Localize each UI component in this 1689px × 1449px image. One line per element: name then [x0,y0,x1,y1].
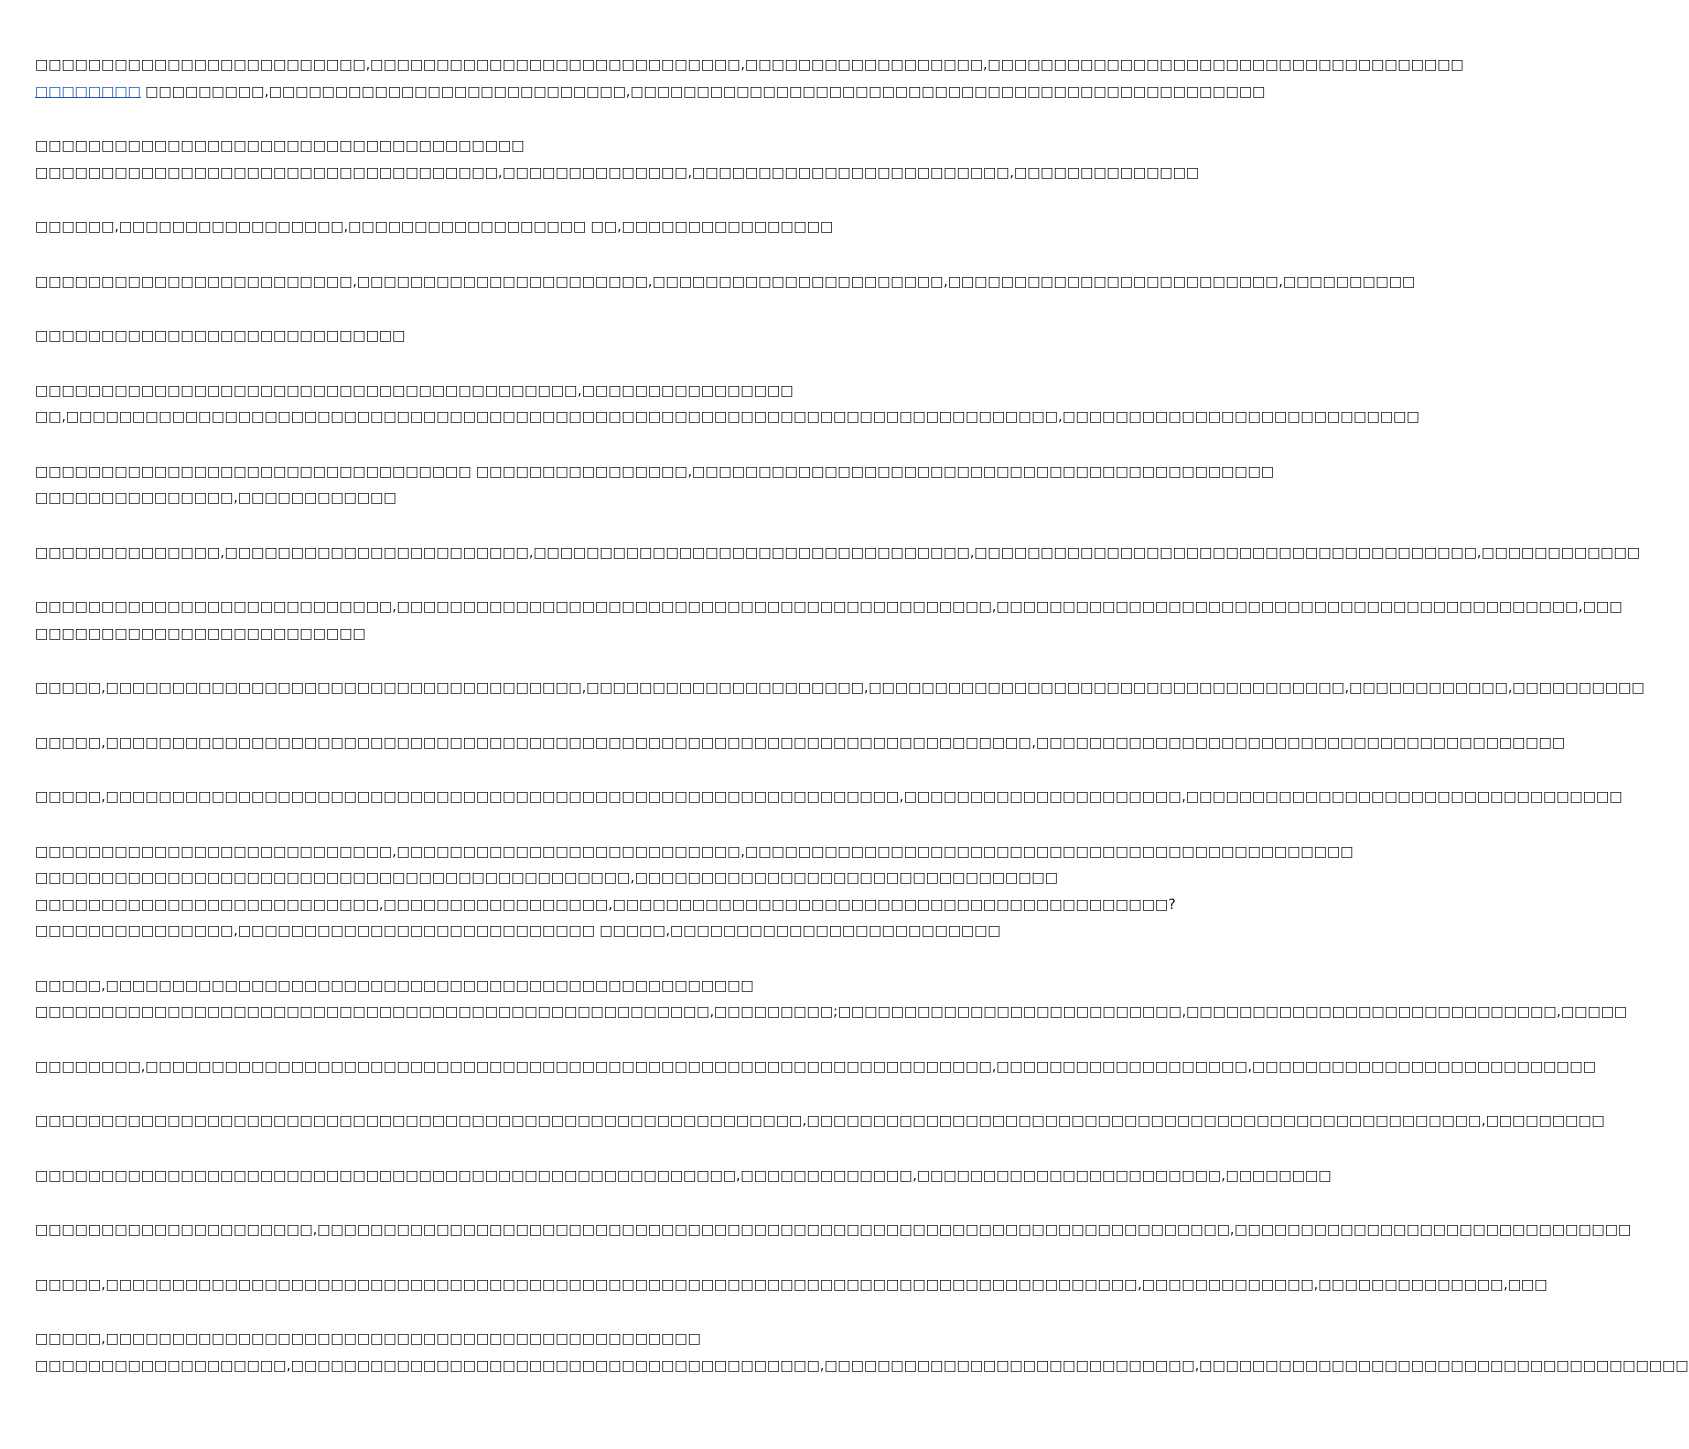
line-text: □□□□□□□□□□□□□□□□□□□□□□□□□,□□□□□□□□□□□□□□□□□□□□□□□□□□□□,□□□□□□□□□□□□□□□□□□,□□□□□□□□□□□□□□□□□□□□□□□□□□□□□□□□□□□□ [35,57,1464,73]
line-text: □□□□□□□□□□□□□□□□□□□□□□□□□□□□□□□□□□□□□□□□□□□□□□□□□□□□□□□□□□,□□□□□□□□□□□□□□□□□□□□□□□□□□□□□□□□□□□□□□□□□□□□□□□□□□□,□□□□□□□□□ [35,1113,1605,1129]
paragraph [35,459,1275,512]
line-text: □□□□□,□□□□□□□□□□□□□□□□□□□□□□□□□□□□□□□□□□□□□□□□□□□□□□□□□ [35,977,754,994]
line-text: □□□□□□□□□□□□□□□□□□□□□□□□□ [35,625,366,642]
line-text: □□□□□,□□□□□□□□□□□□□□□□□□□□□□□□□□□□□□□□□□□□□□□□□□□□□□□□□□□□□□□□□□□□,□□□□□□□□□□□□□□□□□□□□□,□□□□□□□□□□□□□□□□□□□□□□□□□□□□□□□□□ [35,789,1623,805]
paragraph [35,839,1354,945]
text-line [35,1217,1632,1244]
text-line [35,485,990,512]
paragraph [35,973,1628,1026]
line-text: □□□□□□□□□□□□□□□□□□□□□□□□□□□□□□□□□□□□□□□□□□□□□,□□□□□□□□□□□□□□□□□□□□□□□□□□□□□□□□ [35,870,1058,886]
text-line [35,973,990,1000]
text-line [35,1326,990,1353]
paragraph [35,323,990,350]
line-text: □□□□□□□□□□□□□□□□□□□□□□□□,□□□□□□□□□□□□□□□□□□□□□□,□□□□□□□□□□□□□□□□□□□□□□,□□□□□□□□□□□□□□□□□□□□□□□□□,□□□□□□□□□□ [35,273,1416,290]
line-text: □□□□□□□□□□□□□□□□□□□□□□□□□□□□□□□□□□□□□ [35,138,525,154]
line-text: □□□□□□□□□□□□□□,□□□□□□□□□□□□□□□□□□□□□□□,□□□□□□□□□□□□□□□□□□□□□□□□□□□□□□□□□,□□□□□□□□□□□□□□□□□□□□□□□□□□□□□□□□□□□□□□,□□□□□□□□□□□□ [35,544,1641,561]
line-text: □□□□□□□□□□□□□□□□□□□□□□□□□□□□□□□□□□□□□□□□□□□□□□□□□□□,□□□□□□□□□;□□□□□□□□□□□□□□□□□□□□□□□□□□,□□□□□□□□□□□□□□□□□□□□□□□□□□□□,□□□□□ [35,1004,1628,1020]
line-text: □□□□□□□□□,□□□□□□□□□□□□□□□□□□□□□□□□□□□,□□□□□□□□□□□□□□□□□□□□□□□□□□□□□□□□□□□□□□□□□□□□□□□□ [140,83,1266,100]
paragraph [35,730,1566,757]
text-line [35,1353,1689,1380]
line-text: □□□□□□□□,□□□□□□□□□□□□□□□□□□□□□□□□□□□□□□□□□□□□□□□□□□□□□□□□□□□□□□□□□□□□□□□□,□□□□□□□□□□□□□□□□□□□,□□□□□□□□□□□□□□□□□□□□□□□□□□ [35,1058,1596,1075]
text-line [35,404,1420,431]
text-line [35,730,1566,757]
line-text: □□□□□□□□□□□□□□□□□□□□□□□□□□□□□□□□□□□,□□□□□□□□□□□□□□,□□□□□□□□□□□□□□□□□□□□□□□□,□□□□□□□□□□□□□□ [35,164,1200,181]
line-text: □□□□□□□□□□□□□□□□□□□□□□□□□□□□□□□□□ □□□□□□□□□□□□□□□□,□□□□□□□□□□□□□□□□□□□□□□□□□□□□□□□□□□□□□□□□□□□□ [35,463,1275,480]
text-line [35,1054,1596,1081]
text-line [35,1108,1605,1135]
text-line [35,1272,1548,1299]
text-line [35,214,990,241]
text-line [35,918,1001,945]
line-text: □□□□□□□□□□□□□□□,□□□□□□□□□□□□ [35,490,397,506]
paragraph [35,133,1200,186]
paragraph [35,1108,1605,1135]
line-text: □□,□□□□□□□□□□□□□□□□□□□□□□□□□□□□□□□□□□□□□□□□□□□□□□□□□□□□□□□□□□□□□□□□□□□□□□□□□□□,□□□□□□□□□□□□□□□□□□□□□□□□□□□ [35,409,1420,425]
line-text: □□□□□□□□□□□□□□□□□□□□□,□□□□□□□□□□□□□□□□□□□□□□□□□□□□□□□□□□□□□□□□□□□□□□□□□□□□□□□□□□□□□□□□□□□□□,□□□□□□□□□□□□□□□□□□□□□□□□□□□□□□ [35,1222,1632,1238]
line-text: □□□□□□□□□□□□□□□□□□□□□□□□□□□,□□□□□□□□□□□□□□□□□□□□□□□□□□□□□□□□□□□□□□□□□□□□□,□□□□□□□□□□□□□□□□□□□□□□□□□□□□□□□□□□□□□□□□□□□□,□□□ [35,599,1623,615]
inline-link[interactable]: □□□□□□□□ [35,83,141,100]
document-body [35,52,1689,1407]
line-text: □□□□□,□□□□□□□□□□□□□□□□□□□□□□□□□□□□□□□□□□□□□□□□□□□□□□□□□□□□□□□□□□□□□□□□□□□□□□,□□□□□□□□□□□□□□□□□□□□□□□□□□□□□□□□□□□□□□□□ [35,734,1566,751]
text-line [35,540,1641,567]
paragraph [35,1326,1689,1379]
line-text: □□□□□□,□□□□□□□□□□□□□□□□□,□□□□□□□□□□□□□□□□□□ □□,□□□□□□□□□□□□□□□□ [35,219,834,235]
text-line [35,52,1464,79]
text-line [35,865,1058,892]
line-text: □□□□□□□□□□□□□□□□□□□,□□□□□□□□□□□□□□□□□□□□□□□□□□□□□□□□□□□□□□□□,□□□□□□□□□□□□□□□□□□□□□□□□□□□□,□□□□□□□□□□□□□□□□□□□□□□□□□□□□□□□□□□□□□ [35,1357,1689,1374]
paragraph [35,1163,1332,1190]
line-text: □□□□□□□□□□□□□□□□□□□□□□□□□□□□ [35,328,406,344]
paragraph [35,675,1645,702]
paragraph [35,1054,1596,1081]
text-line [35,1163,1332,1190]
text-line [35,160,1200,187]
line-text: □□□□□,□□□□□□□□□□□□□□□□□□□□□□□□□□□□□□□□□□□□,□□□□□□□□□□□□□□□□□□□□□,□□□□□□□□□□□□□□□□□□□□□□□□□□□□□□□□□□□□,□□□□□□□□□□□□,□□□□□□□□□□ [35,680,1645,696]
line-text: □□□□□□□□□□□□□□□□□□□□□□□□□□,□□□□□□□□□□□□□□□□□,□□□□□□□□□□□□□□□□□□□□□□□□□□□□□□□□□□□□□□□□□□? [35,896,1176,913]
text-line [35,323,990,350]
text-line [35,594,1623,621]
text-line [35,378,990,405]
text-line [35,675,1645,702]
text-line [35,621,990,648]
paragraph [35,52,1464,105]
paragraph [35,269,1416,296]
text-line [35,269,1416,296]
line-text: □□□□□,□□□□□□□□□□□□□□□□□□□□□□□□□□□□□□□□□□□□□□□□□□□□□□□□□□□□□□□□□□□□□□□□□□□□□□□□□□□□□□,□□□□□□□□□□□□□,□□□□□□□□□□□□□□,□□□ [35,1276,1548,1293]
line-text: □□□□□□□□□□□□□□□□□□□□□□□□□□□□□□□□□□□□□□□□□□□□□□□□□□□□□,□□□□□□□□□□□□□,□□□□□□□□□□□□□□□□□□□□□□□,□□□□□□□□ [35,1167,1332,1184]
line-text: □□□□□□□□□□□□□□□□□□□□□□□□□□□,□□□□□□□□□□□□□□□□□□□□□□□□□□,□□□□□□□□□□□□□□□□□□□□□□□□□□□□□□□□□□□□□□□□□□□□□□ [35,843,1354,860]
line-text: □□□□□□□□□□□□□□□□□□□□□□□□□□□□□□□□□□□□□□□□□,□□□□□□□□□□□□□□□□ [35,382,794,399]
text-line [35,133,990,160]
paragraph [35,594,1623,647]
paragraph [35,214,990,241]
text-line [35,999,1628,1026]
paragraph [35,378,1420,431]
text-line [35,784,1623,811]
text-line [35,892,1176,919]
line-text: □□□□□,□□□□□□□□□□□□□□□□□□□□□□□□□□□□□□□□□□□□□□□□□□□□□ [35,1331,701,1347]
text-line [35,79,1266,106]
text-line [35,459,1275,486]
paragraph [35,784,1623,811]
text-line [35,839,1354,866]
paragraph [35,1272,1548,1299]
paragraph [35,1217,1632,1244]
line-text: □□□□□□□□□□□□□□□,□□□□□□□□□□□□□□□□□□□□□□□□□□□ □□□□□,□□□□□□□□□□□□□□□□□□□□□□□□□ [35,923,1001,939]
paragraph [35,540,1641,567]
